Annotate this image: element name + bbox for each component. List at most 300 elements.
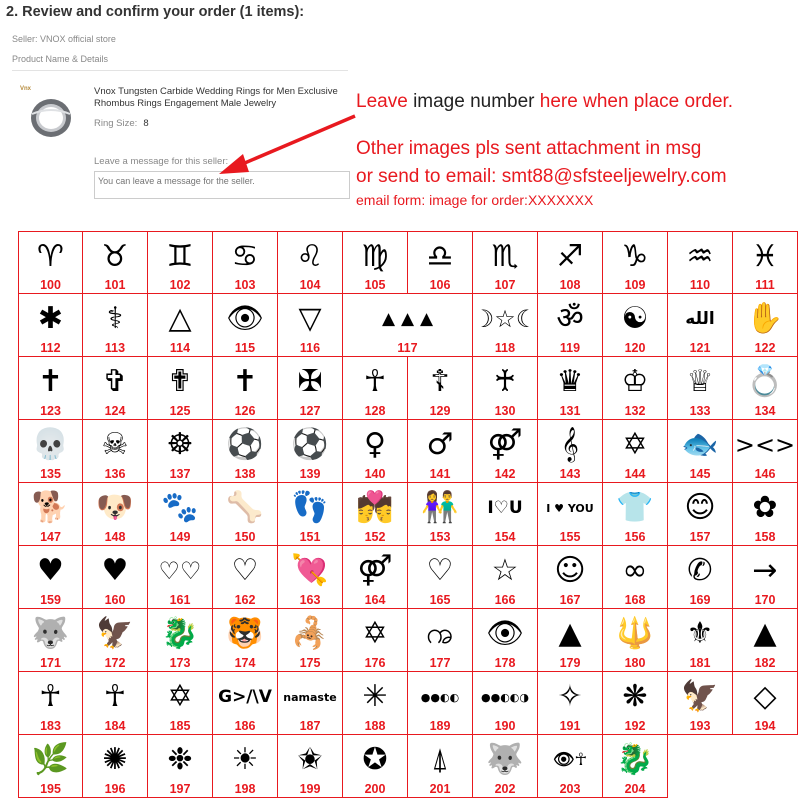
symbol-cell[interactable] [668, 609, 733, 672]
symbol-cell[interactable] [603, 609, 668, 672]
symbol-glyph: ✳ [362, 679, 388, 714]
instruction-line-3: or send to email: smt88@sfsteeljewelry.com [356, 166, 727, 187]
symbol-number: 190 [494, 719, 516, 733]
ring-size [94, 118, 149, 129]
symbol-cell[interactable] [538, 231, 603, 294]
symbol-glyph: 👣 [291, 490, 329, 525]
ring-image[interactable] [26, 96, 76, 140]
symbol-cell[interactable] [603, 357, 668, 420]
symbol-cell[interactable] [408, 672, 473, 735]
symbol-cell[interactable] [733, 231, 798, 294]
instruction-line-4: email form: image for order:XXXXXXX [356, 192, 594, 208]
symbol-cell[interactable] [83, 546, 148, 609]
symbol-cell[interactable] [213, 294, 278, 357]
symbol-number: 141 [429, 467, 451, 481]
symbol-number: 140 [364, 467, 386, 481]
symbol-cell[interactable] [18, 294, 83, 357]
symbol-number: 105 [364, 278, 386, 292]
symbol-glyph: G>/\V [218, 686, 272, 707]
symbol-cell[interactable] [278, 231, 343, 294]
symbol-cell[interactable] [343, 420, 408, 483]
ring-size-value: 8 [143, 118, 149, 129]
symbol-glyph: ⍋ [431, 742, 449, 777]
symbol-glyph: 🐾 [161, 490, 199, 525]
symbol-cell[interactable] [733, 294, 798, 357]
symbol-cell[interactable] [473, 672, 538, 735]
symbol-number: 124 [104, 404, 126, 418]
symbol-number: 147 [40, 530, 61, 544]
symbol-glyph: ꩠ [426, 616, 454, 651]
symbol-cell[interactable] [473, 294, 538, 357]
symbol-number: 114 [169, 341, 191, 355]
symbol-number: 126 [234, 404, 256, 418]
symbol-glyph: ▲ ▲ ▲ [381, 308, 434, 329]
symbol-glyph: 🦴 [226, 490, 264, 525]
symbol-cell[interactable] [603, 231, 668, 294]
symbol-glyph: ✡ [622, 427, 648, 462]
symbol-cell[interactable] [18, 357, 83, 420]
symbol-number: 137 [169, 467, 191, 481]
symbol-glyph: ♒ [686, 239, 714, 274]
symbol-glyph: ☥ [103, 679, 127, 714]
symbol-glyph: ♑ [621, 239, 649, 274]
symbol-number: 151 [299, 530, 321, 544]
symbol-cell[interactable] [18, 672, 83, 735]
symbol-cell[interactable] [408, 609, 473, 672]
symbol-glyph: ♡ [426, 553, 454, 588]
symbol-number: 176 [364, 656, 386, 670]
symbol-glyph: 🐟 [681, 427, 719, 462]
symbol-glyph: ✠ [297, 364, 323, 399]
symbol-number: 169 [689, 593, 711, 607]
symbol-number: 192 [624, 719, 646, 733]
symbol-glyph: ♕ [686, 364, 714, 399]
symbol-glyph: ⚽ [291, 427, 329, 462]
symbol-number: 165 [429, 593, 451, 607]
symbol-cell[interactable] [733, 483, 798, 546]
symbol-cell[interactable] [148, 546, 213, 609]
symbol-number: 110 [689, 278, 711, 292]
symbol-cell[interactable] [18, 735, 83, 798]
symbol-glyph: I ♥ YOU [546, 501, 594, 515]
symbol-number: 107 [494, 278, 516, 292]
symbol-glyph: الله [685, 308, 715, 329]
divider [12, 70, 348, 71]
symbol-glyph: ✋ [746, 301, 784, 336]
symbol-number: 204 [624, 782, 646, 796]
symbol-number: 194 [754, 719, 776, 733]
symbol-number: 166 [494, 593, 516, 607]
symbol-glyph: 🦅 [96, 616, 134, 651]
symbol-glyph: → [752, 553, 778, 588]
product-header: Product Name & Details [12, 54, 109, 64]
symbol-cell[interactable] [603, 546, 668, 609]
symbol-glyph: ✿ [752, 490, 778, 525]
symbol-glyph: 𝄞 [561, 427, 579, 462]
symbol-number: 187 [299, 719, 321, 733]
symbol-glyph: ∞ [622, 553, 648, 588]
symbol-glyph: ☦ [430, 364, 450, 399]
symbol-cell[interactable] [278, 609, 343, 672]
symbol-number: 197 [169, 782, 191, 796]
symbol-cell[interactable] [603, 483, 668, 546]
symbol-number: 102 [169, 278, 191, 292]
symbol-cell[interactable] [278, 735, 343, 798]
symbol-cell[interactable] [343, 231, 408, 294]
symbol-glyph: ♰ [493, 364, 517, 399]
symbol-glyph: ♔ [621, 364, 649, 399]
symbol-number: 118 [494, 341, 516, 355]
symbol-glyph: ♈ [37, 239, 64, 274]
symbol-glyph: 😊 [684, 490, 716, 525]
symbol-cell[interactable] [408, 546, 473, 609]
symbol-cell[interactable] [83, 294, 148, 357]
symbol-glyph: ♓ [751, 239, 779, 274]
symbol-glyph: ●●◐◐ [420, 690, 460, 704]
symbol-cell[interactable] [538, 609, 603, 672]
symbol-glyph: ✧ [557, 679, 583, 714]
symbol-cell[interactable] [473, 420, 538, 483]
symbol-number: 200 [364, 782, 386, 796]
symbol-number: 120 [624, 341, 646, 355]
symbol-cell[interactable] [668, 231, 733, 294]
symbol-glyph: ▲ [753, 616, 777, 651]
symbol-number: 160 [104, 593, 126, 607]
symbol-number: 179 [559, 656, 581, 670]
symbol-number: 180 [624, 656, 646, 670]
symbol-number: 185 [169, 719, 191, 733]
symbol-cell[interactable] [473, 483, 538, 546]
symbol-number: 109 [624, 278, 646, 292]
symbol-cell[interactable] [148, 231, 213, 294]
symbol-number: 202 [494, 782, 516, 796]
ring-size-label: Ring Size: [94, 118, 138, 129]
symbol-cell[interactable] [538, 420, 603, 483]
symbol-cell[interactable] [733, 357, 798, 420]
symbol-cell[interactable] [18, 420, 83, 483]
message-label: Leave a message for this seller: [94, 156, 229, 167]
symbol-number: 111 [755, 278, 775, 292]
symbol-cell[interactable] [343, 357, 408, 420]
symbol-glyph: 👁 [485, 616, 525, 651]
symbol-number: 116 [299, 341, 321, 355]
symbol-number: 157 [689, 530, 711, 544]
symbol-number: 178 [494, 656, 516, 670]
symbol-number: 113 [104, 341, 126, 355]
symbol-glyph: 🦂 [291, 616, 329, 651]
symbol-cell[interactable] [148, 294, 213, 357]
symbol-cell[interactable] [18, 231, 83, 294]
symbol-number: 139 [299, 467, 321, 481]
symbol-cell[interactable] [408, 357, 473, 420]
symbol-cell[interactable] [83, 609, 148, 672]
symbol-number: 127 [299, 404, 321, 418]
symbol-cell[interactable] [278, 357, 343, 420]
symbol-glyph: 🌿 [31, 742, 70, 777]
symbol-glyph: ●●◐◐◑ [481, 690, 529, 704]
symbol-glyph: I♡U [487, 497, 523, 518]
pointer-arrow [205, 108, 365, 180]
symbol-cell[interactable] [668, 483, 733, 546]
symbol-glyph: 💀 [31, 427, 70, 462]
symbol-number: 174 [234, 656, 256, 670]
symbol-number: 131 [559, 404, 581, 418]
instruction-lines [356, 135, 727, 191]
symbol-cell[interactable] [668, 672, 733, 735]
symbol-cell[interactable] [148, 672, 213, 735]
symbol-glyph: ♊ [166, 239, 194, 274]
symbol-cell[interactable] [603, 294, 668, 357]
symbol-cell[interactable] [603, 672, 668, 735]
symbol-cell[interactable] [213, 735, 278, 798]
symbol-glyph: ✞ [102, 364, 128, 399]
instruction-red-b: here when place order. [539, 91, 734, 112]
symbol-cell[interactable] [343, 735, 408, 798]
symbol-glyph: ⚜ [686, 616, 714, 651]
symbol-cell[interactable] [408, 735, 473, 798]
symbol-glyph: ☆ [491, 553, 519, 588]
symbol-glyph: ♡ [231, 553, 259, 588]
symbol-cell[interactable] [83, 483, 148, 546]
symbol-cell[interactable] [733, 420, 798, 483]
symbol-cell[interactable] [213, 546, 278, 609]
symbol-number: 144 [624, 467, 646, 481]
symbol-glyph: 🦅 [681, 679, 719, 714]
symbol-cell[interactable] [278, 546, 343, 609]
symbol-number: 115 [234, 341, 256, 355]
symbol-glyph: ♍ [361, 239, 389, 274]
symbol-glyph: 🐺 [31, 616, 70, 651]
symbol-glyph: ✺ [102, 742, 128, 777]
symbol-glyph: 🐺 [486, 742, 524, 777]
symbol-number: 182 [754, 656, 776, 670]
symbol-number: 164 [364, 593, 386, 607]
symbol-cell[interactable] [473, 546, 538, 609]
symbol-glyph: ♛ [556, 364, 584, 399]
symbol-cell[interactable] [343, 609, 408, 672]
symbol-cell[interactable] [473, 609, 538, 672]
symbol-cell[interactable] [343, 294, 473, 357]
symbol-cell[interactable] [83, 420, 148, 483]
symbol-number: 112 [40, 341, 61, 355]
symbol-cell[interactable] [343, 546, 408, 609]
symbol-glyph: ☠ [101, 427, 129, 462]
symbol-glyph: ✆ [687, 553, 713, 588]
symbol-cell[interactable] [83, 672, 148, 735]
symbol-cell[interactable] [733, 609, 798, 672]
symbol-cell[interactable] [603, 420, 668, 483]
symbol-glyph: ✝ [37, 364, 64, 399]
symbol-glyph: ⚕ [106, 301, 124, 336]
symbol-number: 129 [429, 404, 451, 418]
symbol-glyph: ✪ [362, 742, 388, 777]
order-review-title: 2. Review and confirm your order (1 items): [6, 4, 305, 20]
symbol-number: 152 [364, 530, 386, 544]
symbol-glyph: ♌ [296, 239, 324, 274]
symbol-cell[interactable] [473, 735, 538, 798]
symbol-glyph: ☺ [554, 553, 586, 588]
symbol-cell[interactable] [213, 483, 278, 546]
symbol-glyph: 👁 [225, 301, 265, 336]
symbol-glyph: ❉ [167, 742, 193, 777]
symbol-cell[interactable] [213, 231, 278, 294]
symbol-number: 186 [234, 719, 256, 733]
symbol-cell[interactable] [148, 609, 213, 672]
symbol-cell[interactable] [278, 420, 343, 483]
symbol-number: 106 [429, 278, 451, 292]
symbol-number: 172 [104, 656, 126, 670]
symbol-glyph: 👁☥ [552, 749, 588, 770]
symbol-glyph: ♥ [101, 553, 129, 588]
symbol-number: 128 [364, 404, 386, 418]
symbol-number: 135 [40, 467, 61, 481]
symbol-cell[interactable] [733, 672, 798, 735]
symbol-cell[interactable] [83, 735, 148, 798]
symbol-number: 167 [559, 593, 581, 607]
symbol-grid [18, 231, 798, 798]
seller-name[interactable]: Seller: VNOX official store [12, 34, 116, 44]
symbol-number: 189 [429, 719, 451, 733]
symbol-number: 153 [429, 530, 451, 544]
symbol-cell[interactable] [668, 420, 733, 483]
symbol-number: 161 [169, 593, 191, 607]
symbol-number: 100 [40, 278, 61, 292]
symbol-cell[interactable] [668, 546, 733, 609]
symbol-cell[interactable] [278, 483, 343, 546]
symbol-number: 133 [689, 404, 711, 418]
symbol-glyph: ><> [734, 431, 796, 459]
symbol-cell[interactable] [538, 357, 603, 420]
symbol-number: 171 [40, 656, 61, 670]
symbol-number: 198 [234, 782, 256, 796]
symbol-number: 154 [494, 530, 516, 544]
symbol-glyph: 💏 [356, 490, 394, 525]
symbol-glyph: 🐉 [616, 742, 654, 777]
symbol-cell[interactable] [278, 672, 343, 735]
symbol-number: 155 [559, 530, 581, 544]
symbol-glyph: ▲ [558, 616, 582, 651]
symbol-cell[interactable] [733, 546, 798, 609]
symbol-cell[interactable] [538, 546, 603, 609]
symbol-glyph: 💍 [746, 364, 784, 399]
symbol-cell[interactable] [473, 357, 538, 420]
symbol-number: 159 [40, 593, 61, 607]
symbol-cell[interactable] [538, 294, 603, 357]
symbol-number: 136 [104, 467, 126, 481]
symbol-glyph: ⚽ [226, 427, 264, 462]
symbol-number: 173 [169, 656, 191, 670]
symbol-cell[interactable] [213, 357, 278, 420]
symbol-number: 130 [494, 404, 516, 418]
symbol-glyph: ✬ [297, 742, 323, 777]
symbol-cell[interactable] [148, 735, 213, 798]
symbol-glyph: namaste [283, 690, 337, 704]
brand-logo: Vnx [20, 86, 32, 92]
symbol-glyph: ▽ [298, 301, 322, 336]
symbol-glyph: ✟ [167, 364, 193, 399]
instruction-red-a: Leave [356, 91, 408, 112]
symbol-cell[interactable] [18, 546, 83, 609]
symbol-glyph: ♀ [364, 427, 386, 462]
symbol-glyph: ♂ [426, 427, 454, 462]
symbol-number: 104 [299, 278, 321, 292]
symbol-cell[interactable] [343, 672, 408, 735]
symbol-number: 145 [689, 467, 711, 481]
symbol-cell[interactable] [278, 294, 343, 357]
symbol-cell[interactable] [408, 420, 473, 483]
symbol-number: 121 [689, 341, 711, 355]
symbol-glyph: ❋ [622, 679, 648, 714]
product-name-link[interactable]: Vnox Tungsten Carbide Wedding Rings for Men Exclusive Rhombus Rings Engagement Male Jewelry [94, 86, 338, 109]
symbol-glyph: ☸ [166, 427, 194, 462]
symbol-cell[interactable] [213, 420, 278, 483]
symbol-cell[interactable] [408, 231, 473, 294]
symbol-glyph: ♥ [37, 553, 64, 588]
symbol-cell[interactable] [18, 609, 83, 672]
symbol-number: 134 [754, 404, 776, 418]
symbol-glyph: ☀ [231, 742, 259, 777]
symbol-cell[interactable] [538, 672, 603, 735]
symbol-cell[interactable] [213, 672, 278, 735]
symbol-number: 181 [689, 656, 711, 670]
symbol-number: 199 [299, 782, 321, 796]
symbol-number: 195 [40, 782, 61, 796]
symbol-cell[interactable] [668, 357, 733, 420]
symbol-number: 162 [234, 593, 256, 607]
symbol-cell[interactable] [538, 735, 603, 798]
instruction-line-2: Other images pls sent attachment in msg [356, 138, 702, 159]
symbol-cell[interactable] [148, 420, 213, 483]
symbol-cell[interactable] [148, 483, 213, 546]
symbol-glyph: ☽☆☾ [472, 305, 538, 333]
symbol-glyph: ॐ [556, 301, 584, 336]
symbol-number: 168 [624, 593, 646, 607]
instruction-black: image number [413, 91, 535, 112]
symbol-number: 149 [169, 530, 191, 544]
symbol-number: 188 [364, 719, 386, 733]
symbol-cell[interactable] [473, 231, 538, 294]
symbol-cell[interactable] [538, 483, 603, 546]
symbol-number: 177 [429, 656, 451, 670]
symbol-number: 132 [624, 404, 646, 418]
symbol-cell[interactable] [343, 483, 408, 546]
symbol-glyph: 🐕 [31, 490, 70, 525]
symbol-number: 163 [299, 593, 321, 607]
symbol-cell[interactable] [83, 357, 148, 420]
symbol-number: 193 [689, 719, 711, 733]
symbol-number: 184 [104, 719, 126, 733]
symbol-glyph: 👫 [421, 490, 459, 525]
symbol-cell[interactable] [408, 483, 473, 546]
symbol-cell[interactable] [668, 294, 733, 357]
symbol-glyph: ✡ [362, 616, 388, 651]
symbol-number: 146 [754, 467, 776, 481]
symbol-number: 117 [397, 341, 418, 355]
symbol-cell[interactable] [18, 483, 83, 546]
symbol-glyph: ♎ [426, 239, 454, 274]
symbol-glyph: ⚤ [487, 427, 523, 462]
instruction-line-1 [356, 91, 733, 113]
symbol-cell[interactable] [148, 357, 213, 420]
symbol-cell[interactable] [603, 735, 668, 798]
symbol-glyph: 🐶 [96, 490, 134, 525]
symbol-number: 101 [104, 278, 126, 292]
symbol-cell[interactable] [83, 231, 148, 294]
symbol-glyph: ⚤ [357, 553, 393, 588]
symbol-number: 148 [104, 530, 126, 544]
symbol-glyph: ♋ [231, 239, 259, 274]
symbol-cell[interactable] [213, 609, 278, 672]
